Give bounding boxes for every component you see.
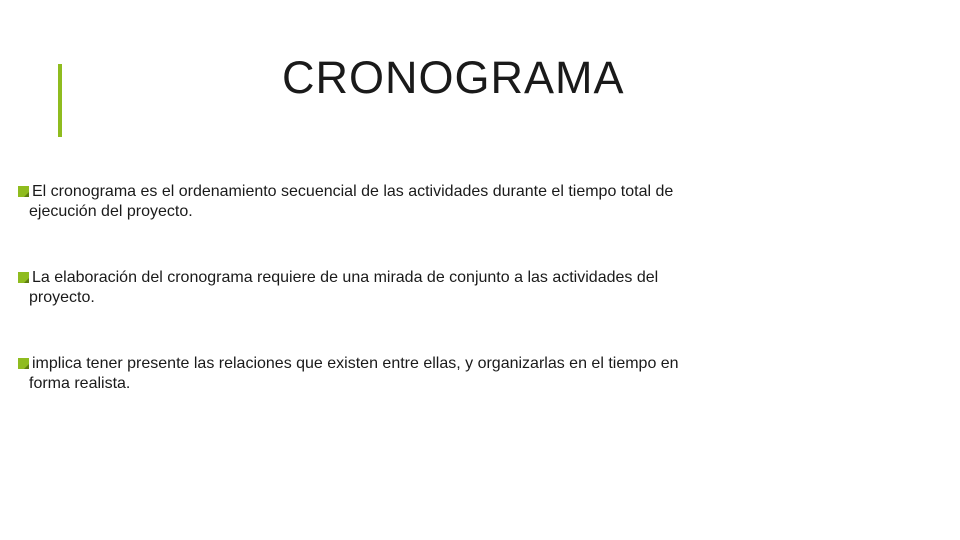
bullet-list [13,182,713,440]
square-bullet-icon [18,272,29,283]
bullet-text: La elaboración del cronograma requiere de una mirada de conjunto a las actividades del proyecto. [29,269,659,306]
bullet-text: implica tener presente las relaciones que existen entre ellas, y organizarlas en el tiempo en forma realista. [29,355,679,392]
square-bullet-icon [18,358,29,369]
title-accent-bar [58,64,62,137]
slide-title: CRONOGRAMA [282,52,625,103]
bullet-text: El cronograma es el ordenamiento secuencial de las actividades durante el tiempo total de ejecución del proyecto. [29,183,674,220]
bullet-item [13,354,713,394]
bullet-item [13,268,713,308]
square-bullet-icon [18,186,29,197]
bullet-item [13,182,713,222]
